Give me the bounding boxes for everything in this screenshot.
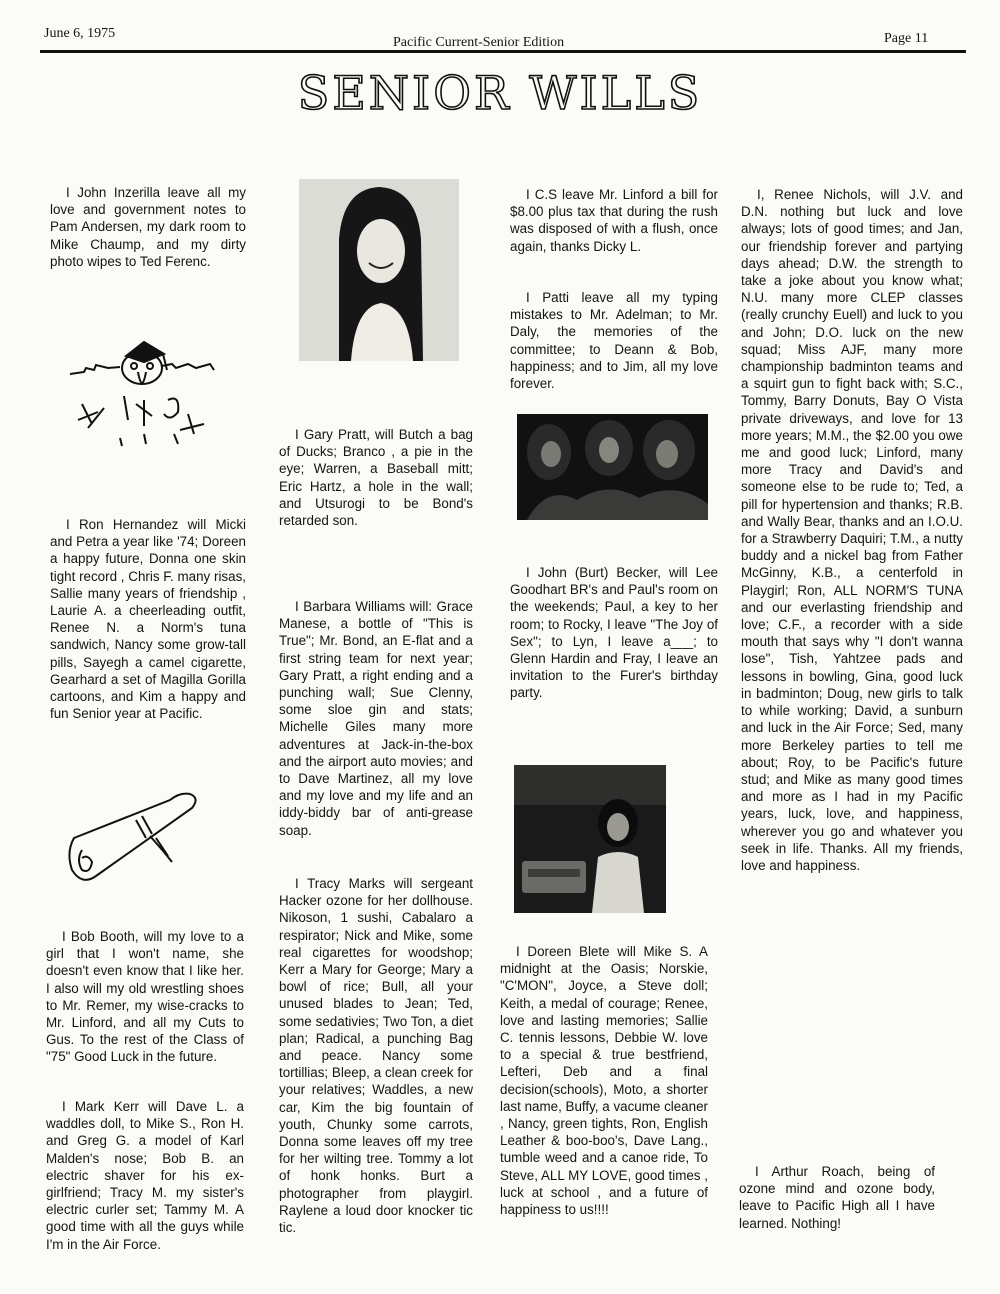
- will-cs: I C.S leave Mr. Linford a bill for $8.00 plus tax that during the rush was disposed of with a flush, once again, thanks Dicky L.: [510, 187, 718, 254]
- graduate-cartoon-illustration: [64, 334, 220, 454]
- group-photo: [517, 414, 708, 520]
- diploma-scroll-illustration: [60, 790, 210, 894]
- page-title: SENIOR WILLS: [297, 66, 703, 120]
- will-nichols: I, Renee Nichols, will J.V. and D.N. nothing but luck and love always; lots of good times; and Jan, our friendship forever and partying days ahead; D.W. the strength to take a joke about you know what; N.U. many more CLEP classes (really crunchy Euell) and luck to you and John; D.O. luck on the new squad; Miss AJF, many more championship badminton teams and a squirt gun to fight back with; S.C., Tommy, Barry Donuts, Bay O Vista private driveways, and love for 13 more years; M.M., the $2.00 you owe me and good luck; Linford, many more Tracy and David's and someone else to be rude to; Ted, a pill for hypertension and thanks; R.B. and Wally Bear, thanks and an I.O.U. for a Strawberry Daquiri; T.M., a nutty buddy and a nickel bag from Father McGinny, K.B., a centerfold in Playgirl; Ron, ALL NORM'S TUNA and our everlasting friendship and love; C.F., a recorder with a side mouth that says why "I don't wanna lose", Tish, Yahtzee pads and lessons in bowling, Gina, good luck in badminton; Doug, new girls to talk to while working; David, a sunburn and luck in the Air Force; Sed, many more Berkeley parties to tell me about; Roy, to be Pacific's future stud; and Mike as many good times and more as I had in my Pacific years, luck, love, and happiness, wherever you go and whatever you seek in life. Thanks. All my friends, love and happiness.: [741, 187, 963, 873]
- will-kerr: I Mark Kerr will Dave L. a waddles doll, to Mike S., Ron H. and Greg G. a model of Karl Malden's nose; Bob B. an electric shaver for his ex-girlfriend; Tracy M. my sister's electric curler set; Tammy M. A good time with all the guys while I'm in the Air Force.: [46, 1099, 244, 1252]
- will-marks: I Tracy Marks will sergeant Hacker ozone for her dollhouse. Nikoson, 1 sushi, Cabalaro a respirator; Nick and Mike, some real cigarettes for woodshop; Kerr a Mary for George; Mary a bowl of rice; Bull, all your unused blades to Jean; Ted, some sedativies; Two Ton, a diet plan; Radical, a punching Bag and peace. Nancy some tortillias; Bleep, a clean creek for your relatives; Waddles, a new car, Kim the big fountain of youth, Chunky some carrots, Donna some leaves off my tree for her wilting tree. Tommy a lot of honk honks. Burt a photographer from playgirl. Raylene a loud door knocker tic tic.: [279, 876, 473, 1236]
- header-publication: Pacific Current-Senior Edition: [393, 35, 565, 50]
- will-becker: I John (Burt) Becker, will Lee Goodhart BR's and Paul's room on the weekends; Paul, a key to her room; to Rocky, I leave "The Joy of Sex"; to Lyn, I leave a___; to Glenn Hardin and Fray, I leave an invitation to the Furer's birthday party.: [510, 565, 718, 701]
- will-inzerilla: I John Inzerilla leave all my love and government notes to Pam Andersen, my dark room to Mike Chaump, and my dirty photo wipes to Ted Ferenc.: [50, 185, 246, 269]
- typing-student-photo: [514, 765, 666, 913]
- will-roach: I Arthur Roach, being of ozone mind and ozone body, leave to Pacific High all I have learned. Nothing!: [739, 1164, 935, 1231]
- will-patti: I Patti leave all my typing mistakes to Mr. Adelman; to Mr. Daly, the memories of the committee; to Deann & Bob, happiness; and to Jim, all my love forever.: [510, 290, 718, 392]
- will-booth: I Bob Booth, will my love to a girl that I won't name, she doesn't even know that I like her. I also will my old wrestling shoes to Mr. Remer, my wise-cracks to Mr. Linford, and all my Cuts to Gus. To the rest of the Class of "75" Good Luck in the future.: [46, 929, 244, 1065]
- header-rule: [40, 50, 966, 53]
- will-pratt: I Gary Pratt, will Butch a bag of Ducks; Branco , a pie in the eye; Warren, a Baseball mitt; Eric Hartz, a hole in the wall; and Utsurogi to be Bond's retarded son.: [279, 427, 473, 529]
- will-hernandez: I Ron Hernandez will Micki and Petra a year like '74; Doreen a happy future, Donna one skin tight record , Chris F. many risas, Sallie many years of friendship , Laurie A. a cheerleading outfit, Renee N. a Norm's tuna sandwich, Nancy some grow-tall pills, Sayegh a camel cigarette, Gearhard a set of Magilla Gorilla cartoons, and Kim a happy and fun Senior year at Pacific.: [50, 517, 246, 722]
- senior-portrait-photo: [299, 179, 459, 361]
- will-blete: I Doreen Blete will Mike S. A midnight at the Oasis; Norskie, "C'MON", Joyce, a Steve doll; Keith, a medal of courage; Renee, love and lasting memories; Sallie C. tennis lessons, Debbie W. love to a special & true bestfriend, Lefteri, Deb and a final decision(schools), Moto, a shorter last name, Buffy, a vacume cleaner , Nancy, green tights, Ron, English Leather & boo-boo's, Dave Lang., tumble weed and a canoe ride, To Steve, ALL MY LOVE, good times , luck at school , and a future of happiness to us!!!!: [500, 944, 708, 1218]
- will-williams: I Barbara Williams will: Grace Manese, a bottle of "This is True"; Mr. Bond, an E-flat and a first string team for next year; Gary Pratt, a right ending and a punching wall; Sue Clenny, some sloe gin and stats; Michelle Giles many more adventures at Jack-in-the-box and the airport auto movies; and to Dave Martinez, all my love and my love and my life and an iddy-biddy bar of anti-grease soap.: [279, 599, 473, 838]
- header-page-number: Page 11: [884, 31, 929, 46]
- header-date: June 6, 1975: [44, 26, 116, 41]
